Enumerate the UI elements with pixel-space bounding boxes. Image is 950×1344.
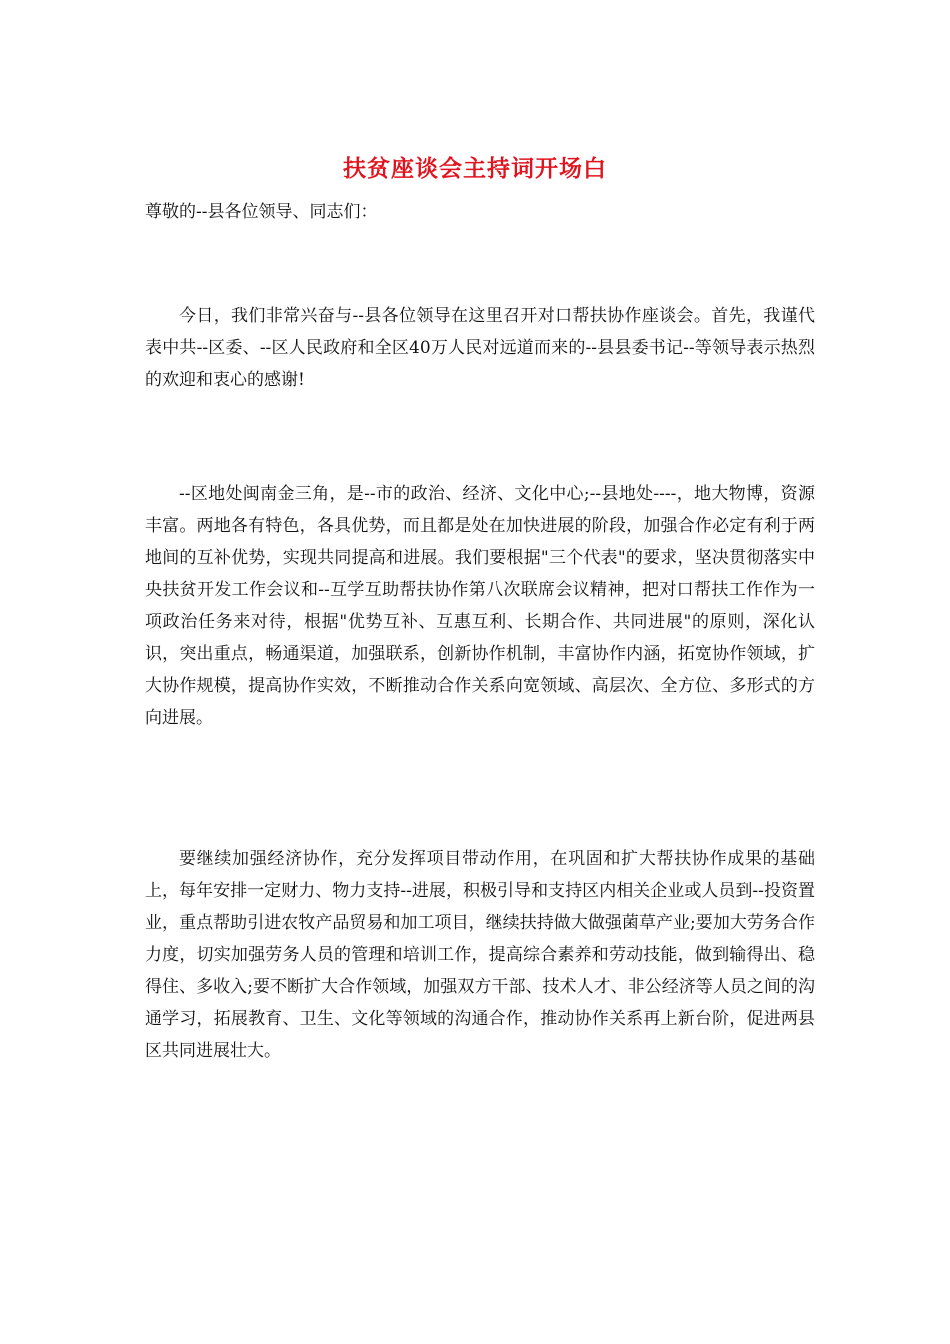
paragraph-economic-cooperation: 要继续加强经济协作，充分发挥项目带动作用，在巩固和扩大帮扶协作成果的基础上，每年安排一定财力、物力支持--进展，积极引导和支持区内相关企业或人员到--投资置业，重点帮助引进农牧产品贸易和加工项目，继续扶持做大做强菌草产业;要加大劳务合作力度，切实加强劳务人员的管理和培训工作，提高综合素养和劳动技能，做到输得出、稳得住、多收入;要不断扩大合作领域，加强双方干部、技术人才、非公经济等人员之间的沟通学习，拓展教育、卫生、文化等领域的沟通合作，推动协作关系再上新台阶，促进两县区共同进展壮大。	[145, 849, 815, 1061]
salutation: 尊敬的--县各位领导、同志们：	[145, 202, 378, 222]
paragraph-welcome: 今日，我们非常兴奋与--县各位领导在这里召开对口帮扶协作座谈会。首先，我谨代表中共--区委、--区人民政府和全区40万人民对远道而来的--县县委书记--等领导表示热烈的欢迎和衷心的感谢!	[145, 306, 815, 390]
document-title: 扶贫座谈会主持词开场白	[343, 155, 607, 182]
paragraph-regional-cooperation: --区地处闽南金三角，是--市的政治、经济、文化中心;--县地处----，地大物博，资源丰富。两地各有特色，各具优势，而且都是处在加快进展的阶段，加强合作必定有利于两地间的互补优势，实现共同提高和进展。我们要根据"三个代表"的要求，坚决贯彻落实中央扶贫开发工作会议和--互学互助帮扶协作第八次联席会议精神，把对口帮扶工作作为一项政治任务来对待，根据"优势互补、互惠互利、长期合作、共同进展"的原则，深化认识，突出重点，畅通渠道，加强联系，创新协作机制，丰富协作内涵，拓宽协作领域，扩大协作规模，提高协作实效，不断推动合作关系向宽领域、高层次、全方位、多形式的方向进展。	[145, 484, 815, 728]
